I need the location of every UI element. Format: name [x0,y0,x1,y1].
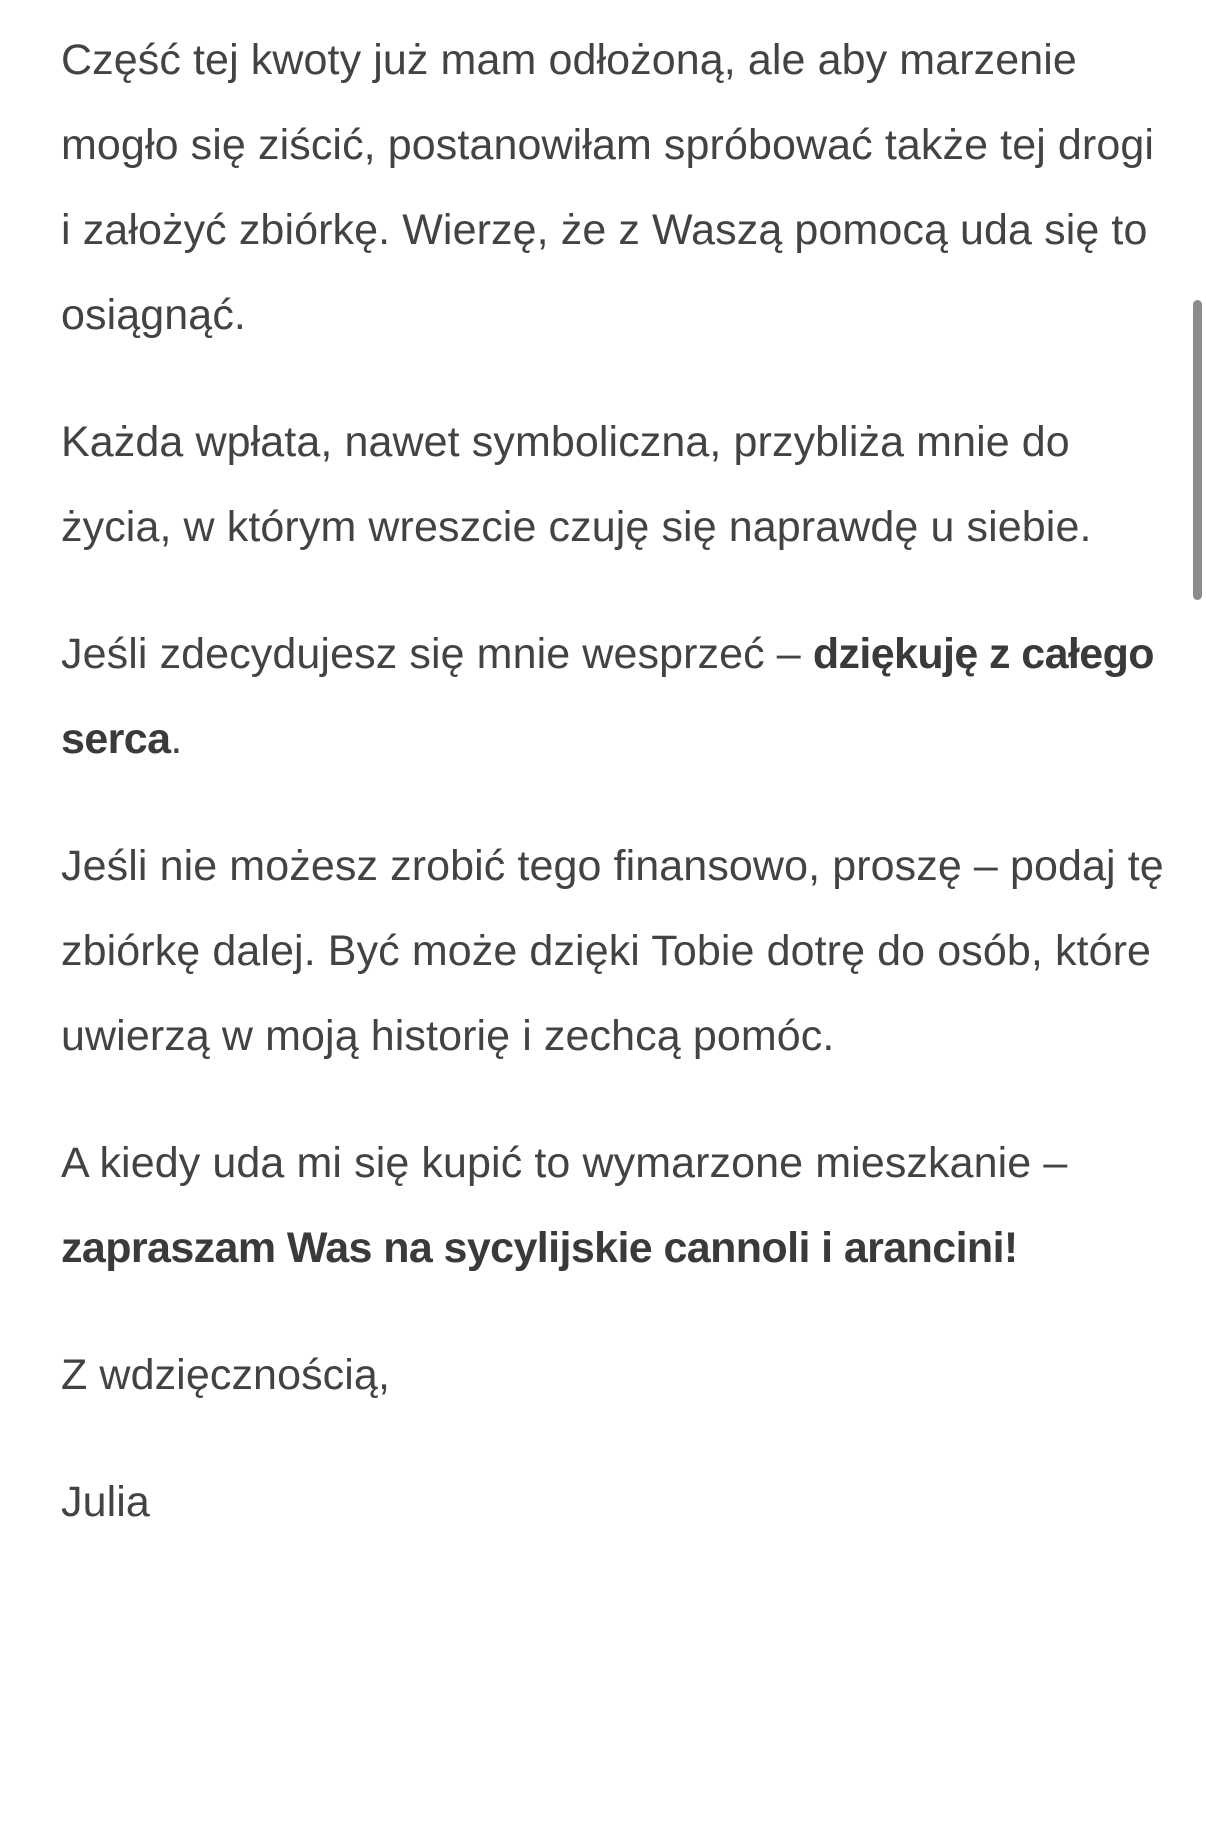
paragraph-text: Każda wpłata, nawet symboliczna, przybliża mnie do życia, w którym wreszcie czuję się naprawdę u siebie. [61,418,1092,551]
paragraph-invitation [61,1121,1171,1291]
paragraph-thank-you [61,612,1171,782]
fundraiser-description [61,18,1171,1545]
paragraph-every-donation [61,400,1171,570]
paragraph-text: Julia [61,1478,150,1526]
paragraph-savings [61,18,1171,358]
closing-salutation [61,1333,1171,1418]
paragraph-text: . [170,715,183,763]
paragraph-text: Jeśli zdecydujesz się mnie wesprzeć – [61,630,813,678]
paragraph-text: A kiedy uda mi się kupić to wymarzone mieszkanie – [61,1139,1068,1187]
paragraph-text: Z wdzięcznością, [61,1351,390,1399]
bold-text: dziękuję z całego serca [61,630,1154,763]
bold-text: zapraszam Was na sycylijskie cannoli i arancini! [61,1224,1018,1272]
signature-name [61,1460,1171,1545]
scrollbar-thumb[interactable] [1193,300,1202,600]
paragraph-text: Część tej kwoty już mam odłożoną, ale aby marzenie mogło się ziścić, postanowiłam spróbować także tej drogi i założyć zbiórkę. Wierzę, że z Waszą pomocą uda się to osiągnąć. [61,36,1155,339]
paragraph-text: Jeśli nie możesz zrobić tego finansowo, proszę – podaj tę zbiórkę dalej. Być może dzięki Tobie dotrę do osób, które uwierzą w moją historię i zechcą pomóc. [61,842,1164,1060]
paragraph-share [61,824,1171,1079]
